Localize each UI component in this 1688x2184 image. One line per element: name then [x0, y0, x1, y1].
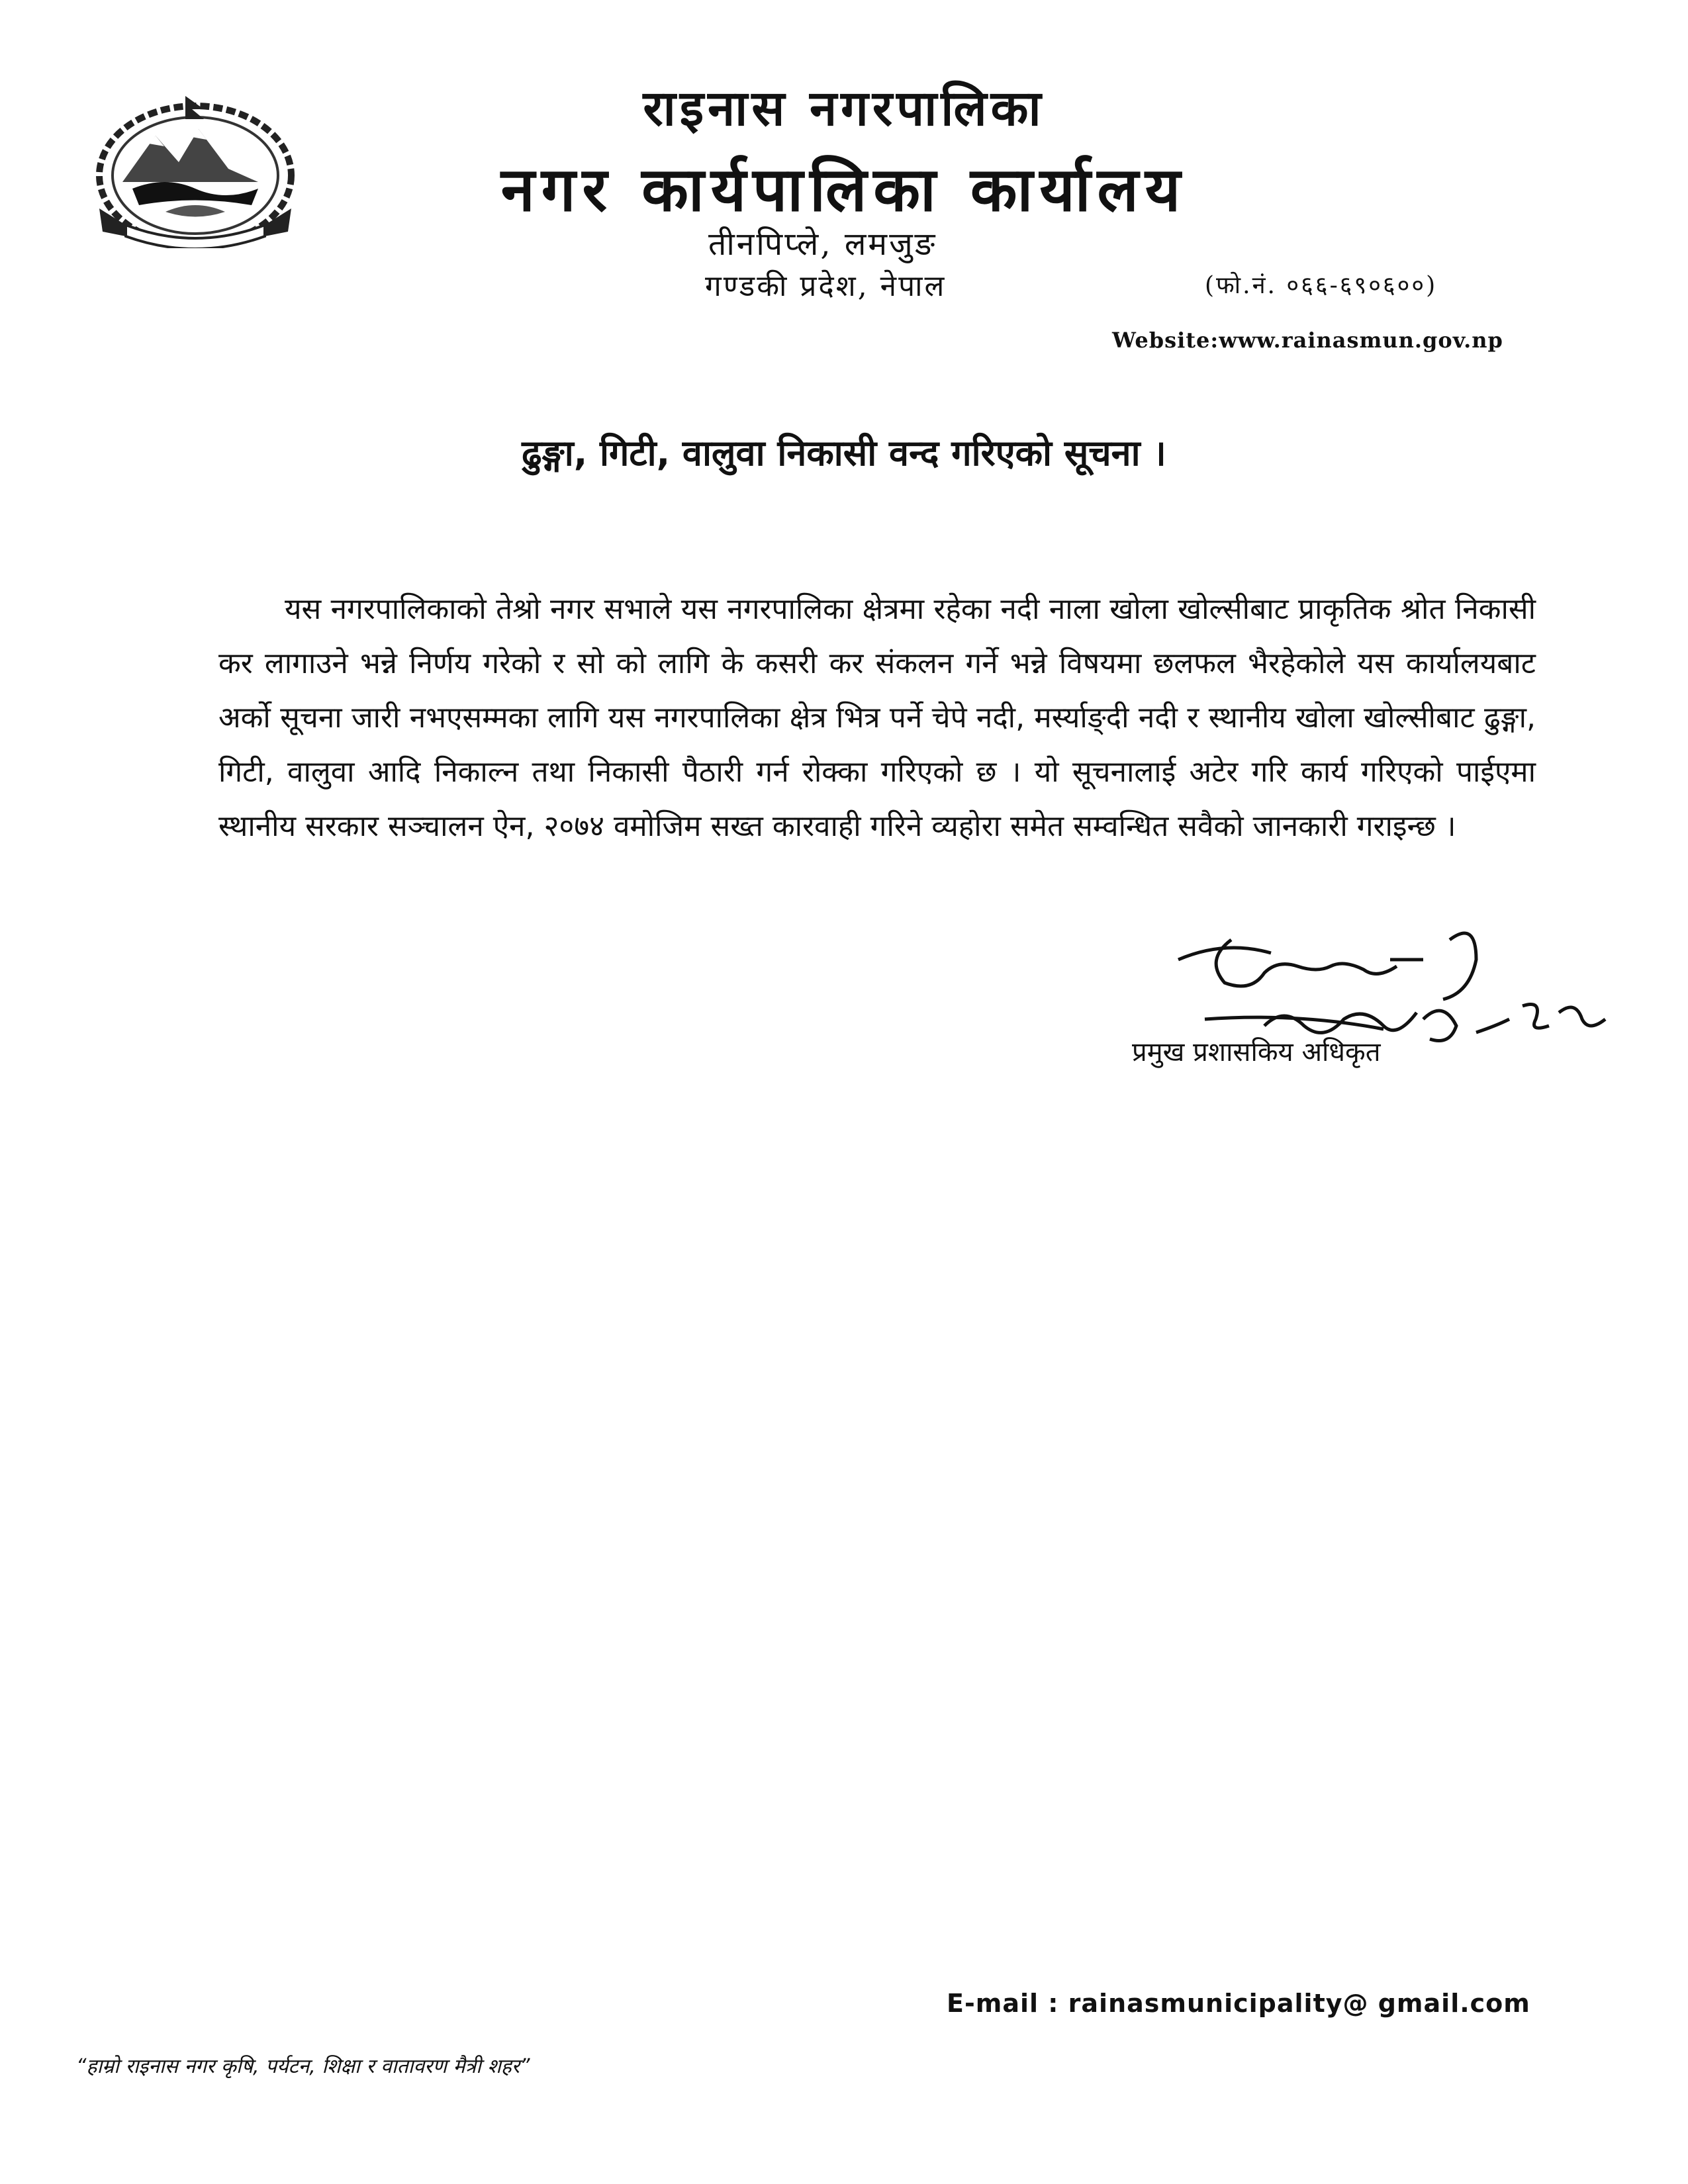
office-name: नगर कार्यपालिका कार्यालय	[500, 154, 1188, 225]
signatory-title: प्रमुख प्रशासकिय अधिकृत	[1132, 1037, 1381, 1068]
municipality-name: राइनास नगरपालिका	[643, 80, 1045, 137]
address-line-1: तीनपिप्ले, लमजुङ	[708, 226, 937, 263]
address-line-2: गण्डकी प्रदेश, नेपाल	[705, 269, 947, 303]
notice-body: यस नगरपालिकाको तेश्रो नगर सभाले यस नगरपालिका क्षेत्रमा रहेका नदी नाला खोला खोल्सीबाट प्राकृतिक श्रोत निकासी कर लागाउने भन्ने निर्णय गरेको र सो को लागि के कसरी कर संकलन गर्ने भन्ने विषयमा छलफल भैरहेकोले यस कार्यालयबाट अर्को सूचना जारी नभएसम्मका लागि यस नगरपालिका क्षेत्र भित्र पर्ने चेपे नदी, मर्स्याङ्दी नदी र स्थानीय खोला खोल्सीबाट ढुङ्गा, गिटी, वालुवा आदि निकाल्न तथा निकासी पैठारी गर्न रोक्का गरिएको छ । यो सूचनालाई अटेर गरि कार्य गरिएको पाईएमा स्थानीय सरकार सञ्चालन ऐन, २०७४ वमोजिम सख्त कारवाही गरिने व्यहोरा समेत सम्वन्धित सवैको जानकारी गराइन्छ ।	[218, 592, 1536, 843]
phone-number: (फो.नं. ०६६-६९०६००)	[1205, 272, 1438, 299]
website-link: Website:www.rainasmun.gov.np	[1112, 328, 1503, 353]
notice-title: ढुङ्गा, गिटी, वालुवा निकासी वन्द गरिएको सूचना ।	[522, 432, 1166, 474]
footer-email: E-mail : rainasmunicipality@ gmail.com	[947, 1989, 1530, 2018]
footer-slogan: “हाम्रो राइनास नगर कृषि, पर्यटन, शिक्षा र वातावरण मैत्री शहर”	[76, 2055, 530, 2078]
